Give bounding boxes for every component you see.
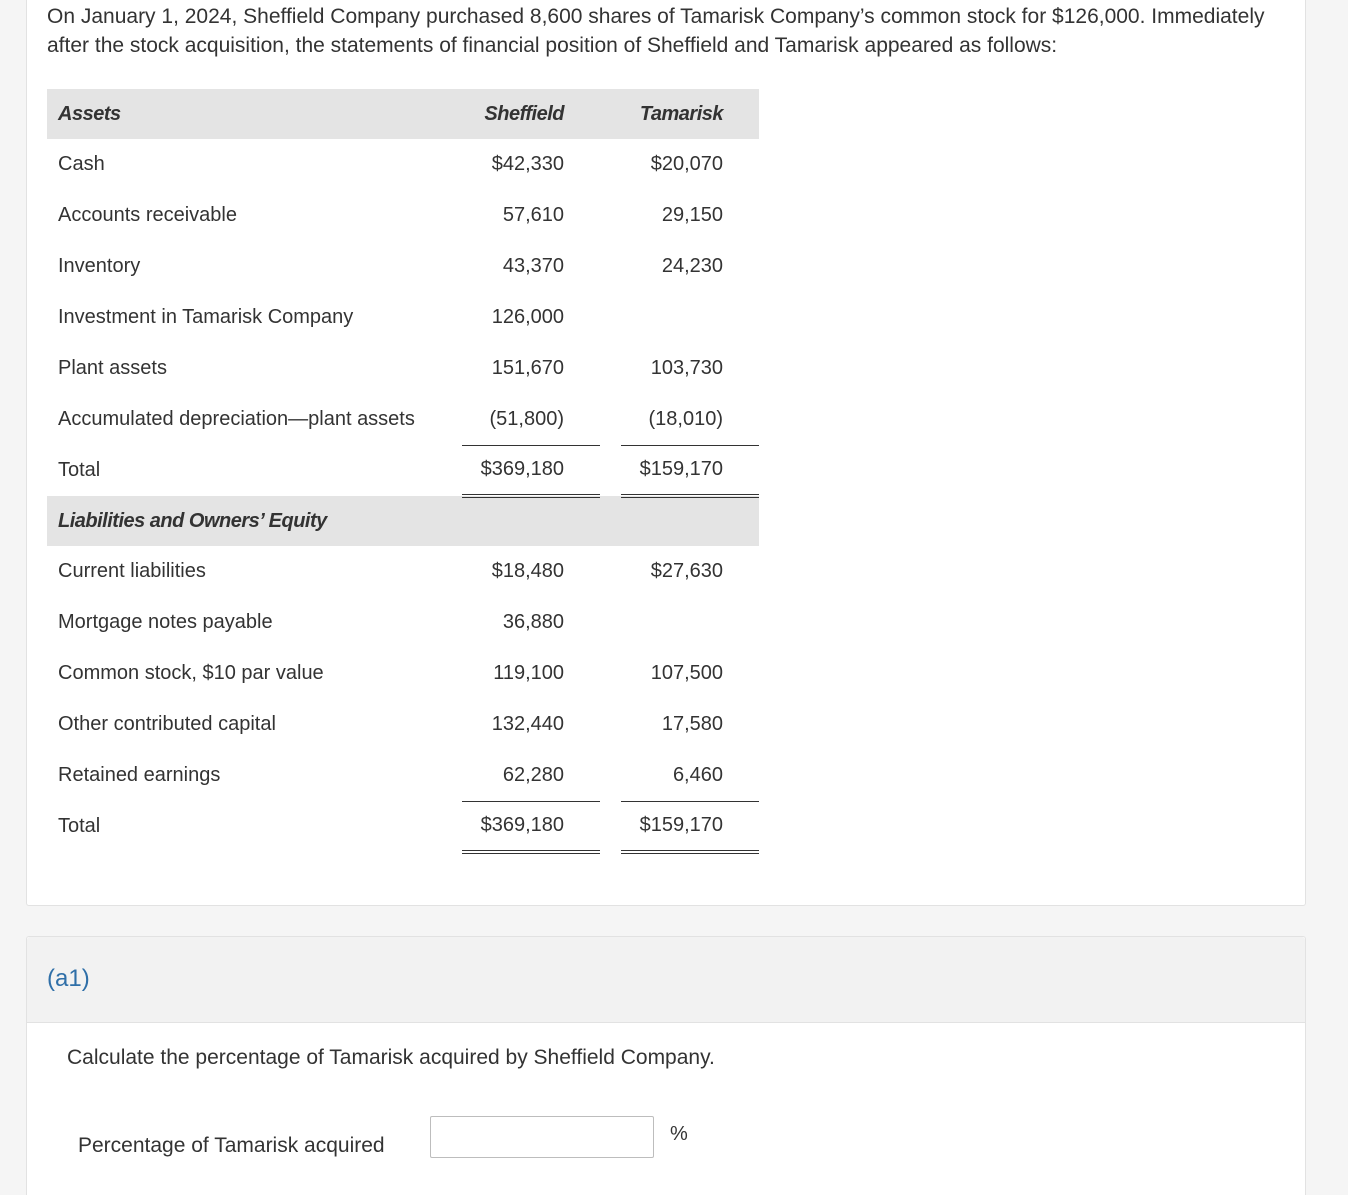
tamarisk-value: $20,070 xyxy=(650,153,723,175)
sheffield-value: 126,000 xyxy=(491,306,564,328)
tamarisk-value: 24,230 xyxy=(661,255,723,277)
sheffield-total: $369,180 xyxy=(462,801,600,852)
tamarisk-value xyxy=(621,292,759,343)
row-label: Cash xyxy=(58,153,105,175)
tamarisk-value: 29,150 xyxy=(661,204,723,226)
sheffield-value: 119,100 xyxy=(493,662,564,684)
question-text: Calculate the percentage of Tamarisk acquired by Sheffield Company. xyxy=(67,1046,715,1069)
tamarisk-column-header: Tamarisk xyxy=(621,89,759,139)
row-label: Plant assets xyxy=(58,357,167,379)
row-label: Retained earnings xyxy=(58,764,221,786)
row-label: Total xyxy=(58,815,101,837)
assets-header: Assets xyxy=(47,89,462,139)
table-row xyxy=(47,139,759,190)
tamarisk-value: $27,630 xyxy=(650,560,723,582)
tamarisk-value: 17,580 xyxy=(661,713,723,735)
liabilities-header-row xyxy=(47,496,759,546)
total-row xyxy=(47,445,759,496)
row-label: Accumulated depreciation—plant assets xyxy=(58,408,415,430)
assets-header-row xyxy=(47,89,759,139)
sheffield-value: $18,480 xyxy=(491,560,564,582)
sheffield-value: 62,280 xyxy=(462,750,600,801)
row-label: Total xyxy=(58,459,101,481)
table-row xyxy=(47,241,759,292)
sheffield-value: 132,440 xyxy=(491,713,564,735)
percentage-input[interactable] xyxy=(430,1116,654,1158)
sheffield-value: (51,800) xyxy=(462,394,600,445)
sheffield-value: 57,610 xyxy=(502,204,564,226)
table-row xyxy=(47,699,759,750)
table-row xyxy=(47,546,759,597)
liabilities-header: Liabilities and Owners’ Equity xyxy=(47,496,462,546)
sheffield-value: $42,330 xyxy=(491,153,564,175)
tamarisk-value xyxy=(621,597,759,648)
table-row xyxy=(47,597,759,648)
table-row xyxy=(47,750,759,801)
table-row xyxy=(47,343,759,394)
tamarisk-total: $159,170 xyxy=(621,801,759,852)
row-label: Common stock, $10 par value xyxy=(58,662,324,684)
sheffield-total: $369,180 xyxy=(462,445,600,496)
row-label: Inventory xyxy=(58,255,141,277)
sheffield-value: 43,370 xyxy=(502,255,564,277)
row-label: Mortgage notes payable xyxy=(58,611,273,633)
question-part-a1 xyxy=(26,936,1306,1195)
table-row xyxy=(47,648,759,699)
sheffield-value: 36,880 xyxy=(502,611,564,633)
tamarisk-total: $159,170 xyxy=(621,445,759,496)
table-row xyxy=(47,394,759,445)
total-row xyxy=(47,801,759,852)
row-label: Investment in Tamarisk Company xyxy=(58,306,354,328)
row-label: Accounts receivable xyxy=(58,204,237,226)
part-label: (a1) xyxy=(47,965,90,992)
row-label: Other contributed capital xyxy=(58,713,276,735)
part-header xyxy=(27,937,1305,1023)
table-row xyxy=(47,292,759,343)
tamarisk-value: 6,460 xyxy=(621,750,759,801)
tamarisk-value: 107,500 xyxy=(650,662,723,684)
table-row xyxy=(47,190,759,241)
answer-label: Percentage of Tamarisk acquired xyxy=(78,1134,385,1157)
intro-text: On January 1, 2024, Sheffield Company purchased 8,600 shares of Tamarisk Company’s common stock for $126,000. Immediately after the stock acquisition, the statements of financial position of Sheffield and Tamarisk appeared as follows: xyxy=(47,5,1265,57)
tamarisk-value: 103,730 xyxy=(650,357,723,379)
tamarisk-value: (18,010) xyxy=(621,394,759,445)
row-label: Current liabilities xyxy=(58,560,206,582)
financial-position-table xyxy=(47,89,759,854)
percent-unit: % xyxy=(670,1123,688,1145)
sheffield-column-header: Sheffield xyxy=(462,89,600,139)
sheffield-value: 151,670 xyxy=(491,357,564,379)
